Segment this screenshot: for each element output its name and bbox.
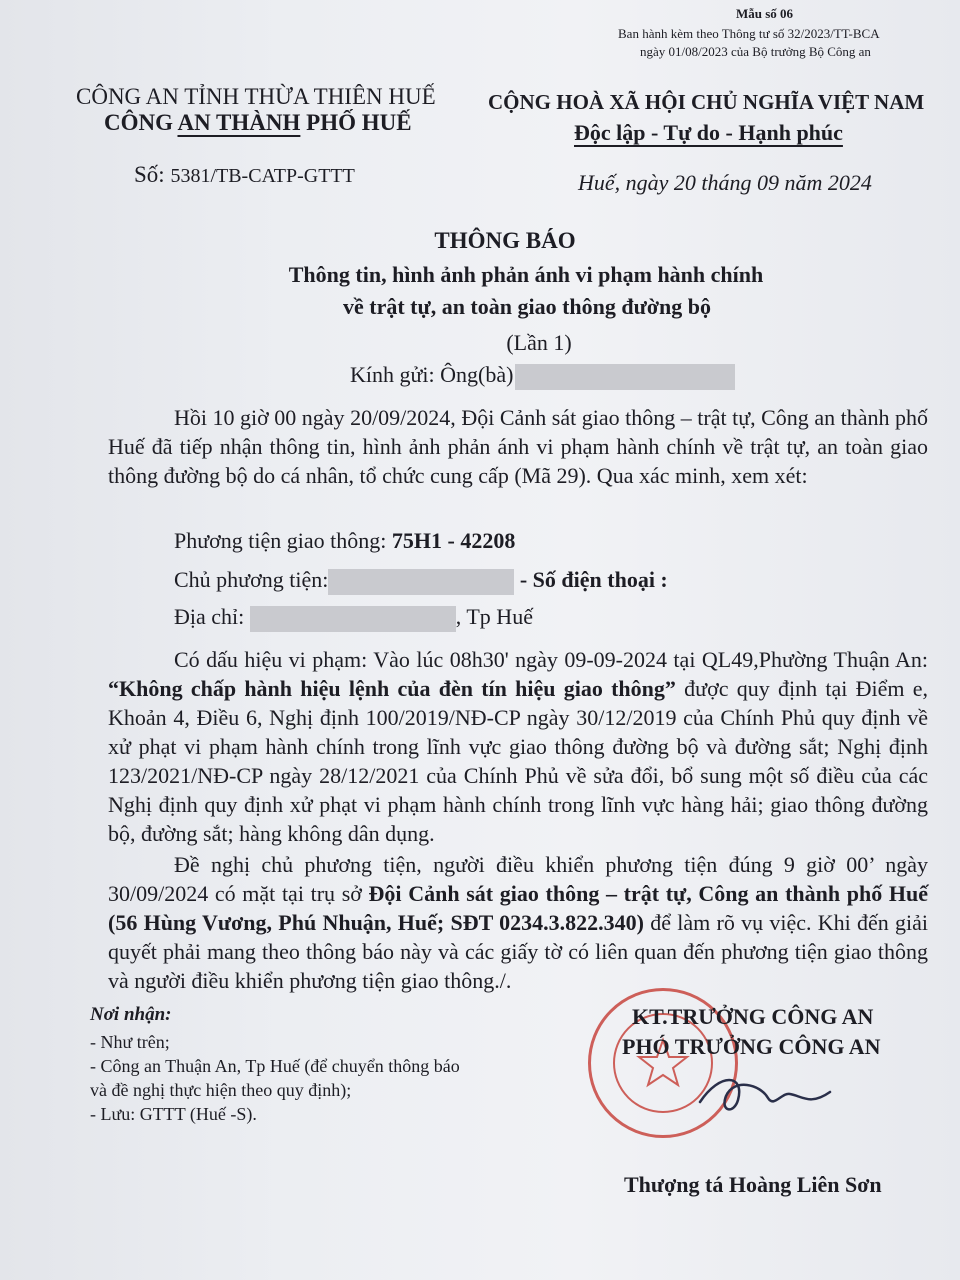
- recipient-item: - Lưu: GTTT (Huế -S).: [90, 1104, 257, 1124]
- vehicle-line: [174, 526, 515, 555]
- issuer-unit: [104, 110, 412, 136]
- request-paragraph: [108, 850, 928, 995]
- form-ref-line2: ngày 01/08/2023 của Bộ trưởng Bộ Công an: [640, 44, 871, 59]
- vehicle-plate: 75H1 - 42208: [391, 528, 516, 553]
- recipient-item: - Công an Thuận An, Tp Huế (để chuyển thông báo: [90, 1056, 460, 1076]
- notice-round: (Lần 1): [506, 330, 572, 355]
- violation-name: “Không chấp hành hiệu lệnh của đèn tín hiệu giao thông”: [108, 676, 676, 701]
- recipient-item: - Như trên;: [90, 1032, 170, 1052]
- issuer-unit-pre: CÔNG: [104, 110, 178, 135]
- handwritten-signature: [690, 1062, 840, 1122]
- document-number: [134, 162, 355, 188]
- national-title: CỘNG HOÀ XÃ HỘI CHỦ NGHĨA VIỆT NAM: [488, 90, 925, 114]
- violation-post: được quy định tại Điểm e, Khoản 4, Điều 6, Nghị định 100/2019/NĐ-CP ngày 30/12/2019 của Chính Phủ quy định về xử phạt vi phạm hành chính trong lĩnh vực giao thông đường bộ và đường sắt; Nghị định 123/2021/NĐ-CP ngày 28/12/2021 của Chính Phủ về sửa đổi, bổ sung một số điều của các Nghị định quy định xử phạt vi phạm hành chính trong lĩnh vực hàng hải; giao thông đường bộ, đường sắt; hàng không dân dụng.: [108, 676, 928, 846]
- intro-paragraph: Hồi 10 giờ 00 ngày 20/09/2024, Đội Cảnh sát giao thông – trật tự, Công an thành phố Huế đã tiếp nhận thông tin, hình ảnh phản ánh vi phạm hành chính về trật tự, an toàn giao thông đường bộ do cá nhân, tổ chức cung cấp (Mã 29). Qua xác minh, xem xét:: [108, 405, 928, 488]
- signature-title-2: PHÓ TRƯỞNG CÔNG AN: [622, 1034, 881, 1059]
- recipient-item: và đề nghị thực hiện theo quy định);: [90, 1080, 352, 1100]
- owner-label: Chủ phương tiện:: [174, 567, 329, 592]
- owner-line: [174, 565, 668, 595]
- national-motto: Độc lập - Tự do - Hạnh phúc: [574, 120, 843, 145]
- address-label: Địa chỉ:: [174, 604, 245, 629]
- signer-name: Thượng tá Hoàng Liên Sơn: [624, 1172, 882, 1197]
- form-ref-line1: Ban hành kèm theo Thông tư số 32/2023/TT-BCA: [618, 26, 880, 41]
- recipients-label: Nơi nhận:: [90, 1004, 172, 1025]
- signature-title-1: KT.TRƯỞNG CÔNG AN: [632, 1004, 874, 1029]
- address-redacted: [250, 606, 456, 632]
- recipient-name-redacted: [515, 364, 735, 390]
- notice-subtitle-2: về trật tự, an toàn giao thông đường bộ: [342, 294, 711, 319]
- doc-no-value: 5381/TB-CATP-GTTT: [170, 165, 355, 187]
- recipient-line: [350, 362, 735, 390]
- notice-subtitle-1: Thông tin, hình ảnh phản ánh vi phạm hành chính: [288, 262, 764, 287]
- phone-label: - Số điện thoại :: [519, 567, 668, 592]
- issuer-parent: CÔNG AN TỈNH THỪA THIÊN HUẾ: [76, 84, 436, 109]
- issue-date: Huế, ngày 20 tháng 09 năm 2024: [578, 170, 872, 195]
- violation-paragraph: [108, 645, 928, 848]
- address-line: [174, 602, 533, 632]
- request-post: để làm rõ vụ việc. Khi đến giải quyết phải mang theo thông báo này và các giấy tờ có liên quan đến phương tiện giao thông và người điều khiển phương tiện giao thông./.: [108, 910, 929, 993]
- vehicle-label: Phương tiện giao thông:: [174, 528, 387, 553]
- owner-name-redacted: [328, 569, 514, 595]
- address-city: , Tp Huế: [455, 604, 533, 629]
- notice-title: THÔNG BÁO: [434, 228, 576, 253]
- doc-no-label: Số:: [134, 162, 165, 187]
- issuer-unit-mid: AN THÀNH: [177, 110, 301, 135]
- request-place: Đội Cảnh sát giao thông – trật tự, Công an thành phố Huế (56 Hùng Vương, Phú Nhuận, Huế; SĐT 0234.3.822.340): [108, 881, 928, 935]
- form-number: Mẫu số 06: [736, 6, 794, 21]
- recipient-label: Kính gửi: Ông(bà): [350, 362, 514, 387]
- violation-pre: Có dấu hiệu vi phạm: Vào lúc 08h30' ngày 09-09-2024 tại QL49,Phường Thuận An:: [174, 647, 928, 672]
- request-pre: Đề nghị chủ phương tiện, người điều khiển phương tiện đúng 9 giờ 00’ ngày 30/09/2024 có mặt tại trụ sở: [108, 852, 928, 906]
- issuer-unit-post: PHỐ HUẾ: [300, 110, 412, 135]
